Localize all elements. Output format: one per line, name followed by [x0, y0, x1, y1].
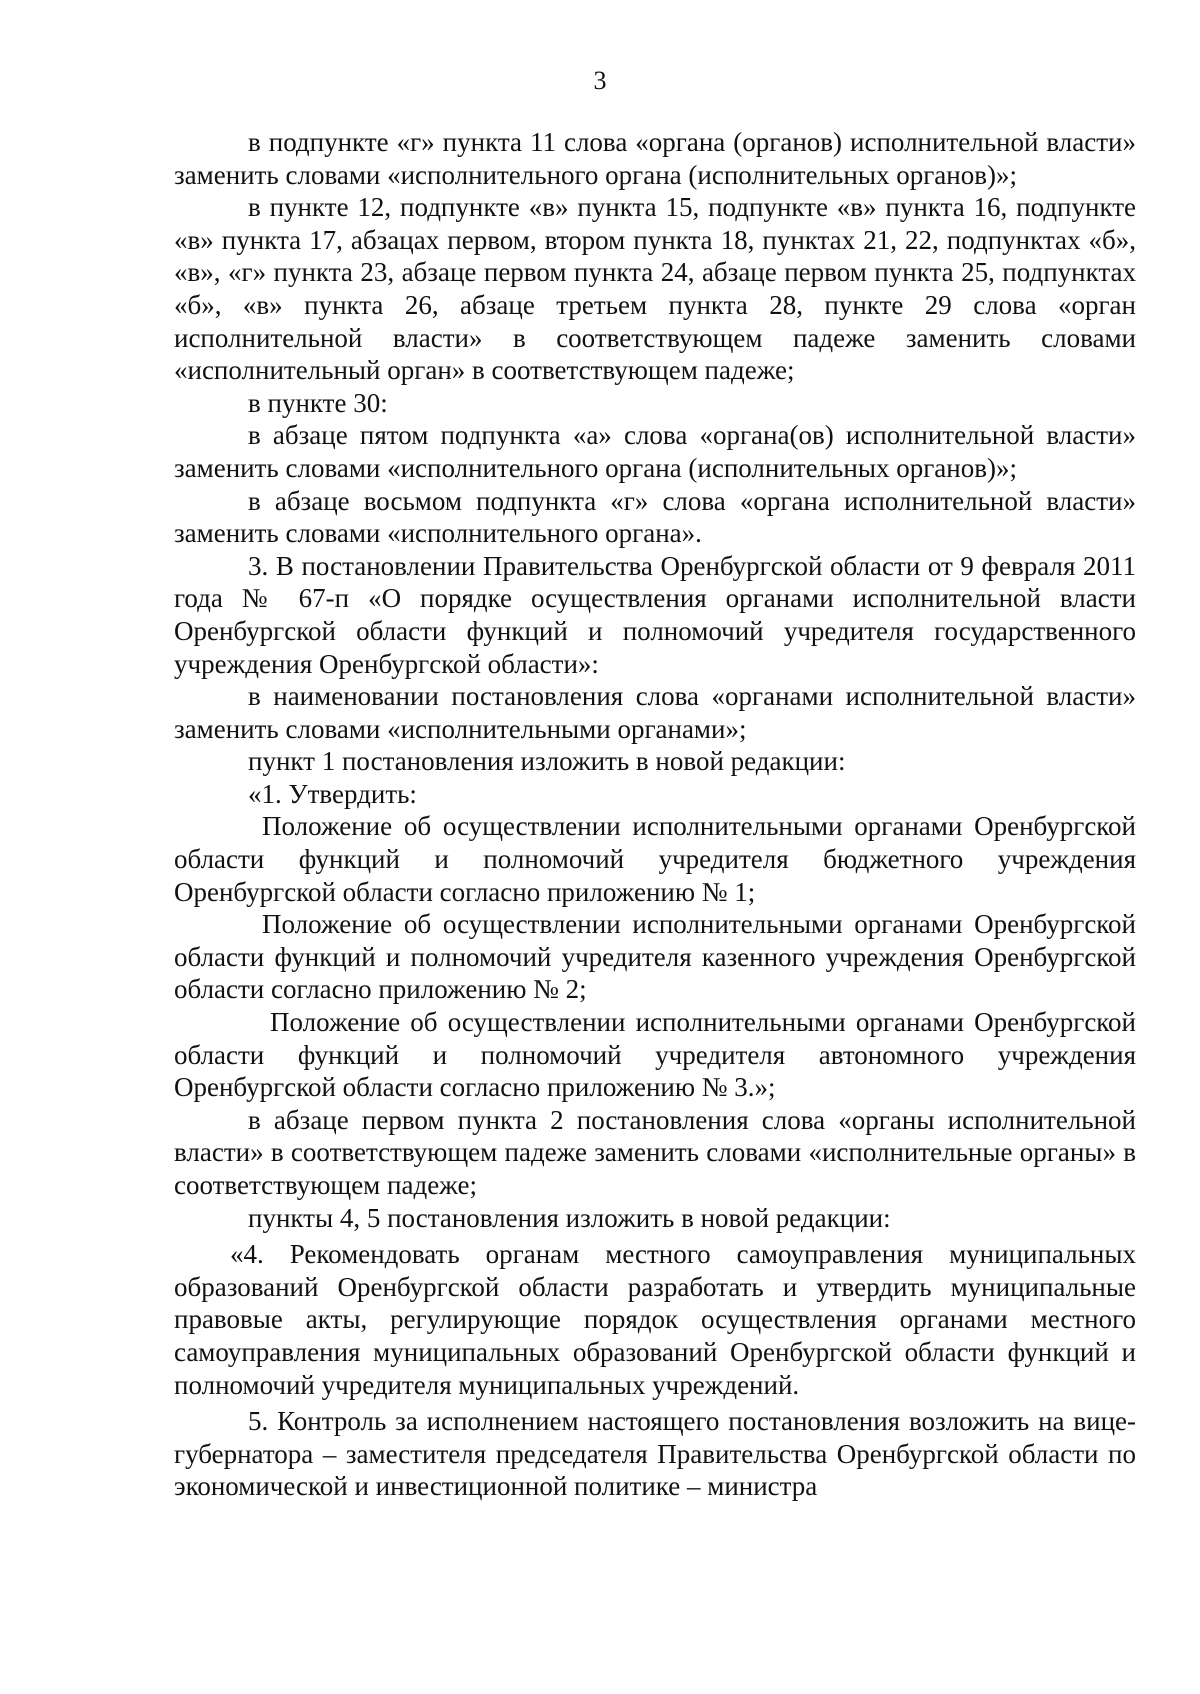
paragraph-approve: «1. Утвердить:	[248, 778, 417, 809]
paragraph-appendix-1: Положение об осуществлении исполнительными органами Оренбургской области функций и полномочий учредителя бюджетного учреждения Оренбургской области согласно приложению № 1;	[174, 811, 1136, 907]
paragraph-point-1-new-edition: пункт 1 постановления изложить в новой редакции:	[248, 746, 846, 777]
paragraph-title-replacement: в наименовании постановления слова «органами исполнительной власти» заменить словами «исполнительными органами»;	[174, 681, 1136, 744]
paragraph-appendix-3: Положение об осуществлении исполнительными органами Оренбургской области функций и полномочий учредителя автономного учреждения Оренбургской области согласно приложению № 3.»;	[174, 1007, 1136, 1103]
page-number: 3	[593, 66, 607, 95]
paragraph-point-2-replacement: в абзаце первом пункта 2 постановления слова «органы исполнительной власти» в соответствующем падеже заменить словами «исполнительные органы» в соответствующем падеже;	[174, 1104, 1136, 1200]
paragraph-subpoint-a-fifth: в абзаце пятом подпункта «а» слова «органа(ов) исполнительной власти» заменить словами «исполнительного органа (исполнительных органов)»;	[174, 420, 1136, 483]
paragraph-point-5: 5. Контроль за исполнением настоящего постановления возложить на вице-губернатора – заместителя председателя Правительства Оренбургской области по экономической и инвестиционной политике – министра	[174, 1406, 1136, 1502]
paragraph-item-12-list: в пункте 12, подпункте «в» пункта 15, подпункте «в» пункта 16, подпункте «в» пункта 17, абзацах первом, втором пункта 18, пунктах 21, 22, подпунктах «б», «в», «г» пункта 23, абзаце первом пункта 24, абзаце первом пункта 25, подпунктах «б», «в» пункта 26, абзаце третьем пункта 28, пункте 29 слова «орган исполнительной власти» в соответствующем падеже заменить словами «исполнительный орган» в соответствующем падеже;	[174, 192, 1136, 386]
paragraph-points-4-5-new-edition: пункты 4, 5 постановления изложить в новой редакции:	[248, 1202, 891, 1233]
paragraph-subpoint-g-item-11: в подпункте «г» пункта 11 слова «органа (органов) исполнительной власти» заменить словами «исполнительного органа (исполнительных органов)»;	[174, 127, 1136, 190]
paragraph-subpoint-g-eighth: в абзаце восьмом подпункта «г» слова «органа исполнительной власти» заменить словами «исполнительного органа».	[174, 485, 1136, 549]
document-body	[174, 126, 1136, 1503]
paragraph-point-4: «4. Рекомендовать органам местного самоуправления муниципальных образований Оренбургской области разработать и утвердить муниципальные правовые акты, регулирующие порядок осуществления органами местного самоуправления муниципальных образований Оренбургской области функций и полномочий учредителя муниципальных учреждений.	[174, 1239, 1136, 1400]
paragraph-item-30: в пункте 30:	[248, 387, 388, 418]
paragraph-appendix-2: Положение об осуществлении исполнительными органами Оренбургской области функций и полномочий учредителя казенного учреждения Оренбургской области согласно приложению № 2;	[174, 909, 1136, 1005]
paragraph-section-3: 3. В постановлении Правительства Оренбургской области от 9 февраля 2011 года № 67-п «О порядке осуществления органами исполнительной власти Оренбургской области функций и полномочий учредителя государственного учреждения Оренбургской области»:	[174, 550, 1136, 679]
